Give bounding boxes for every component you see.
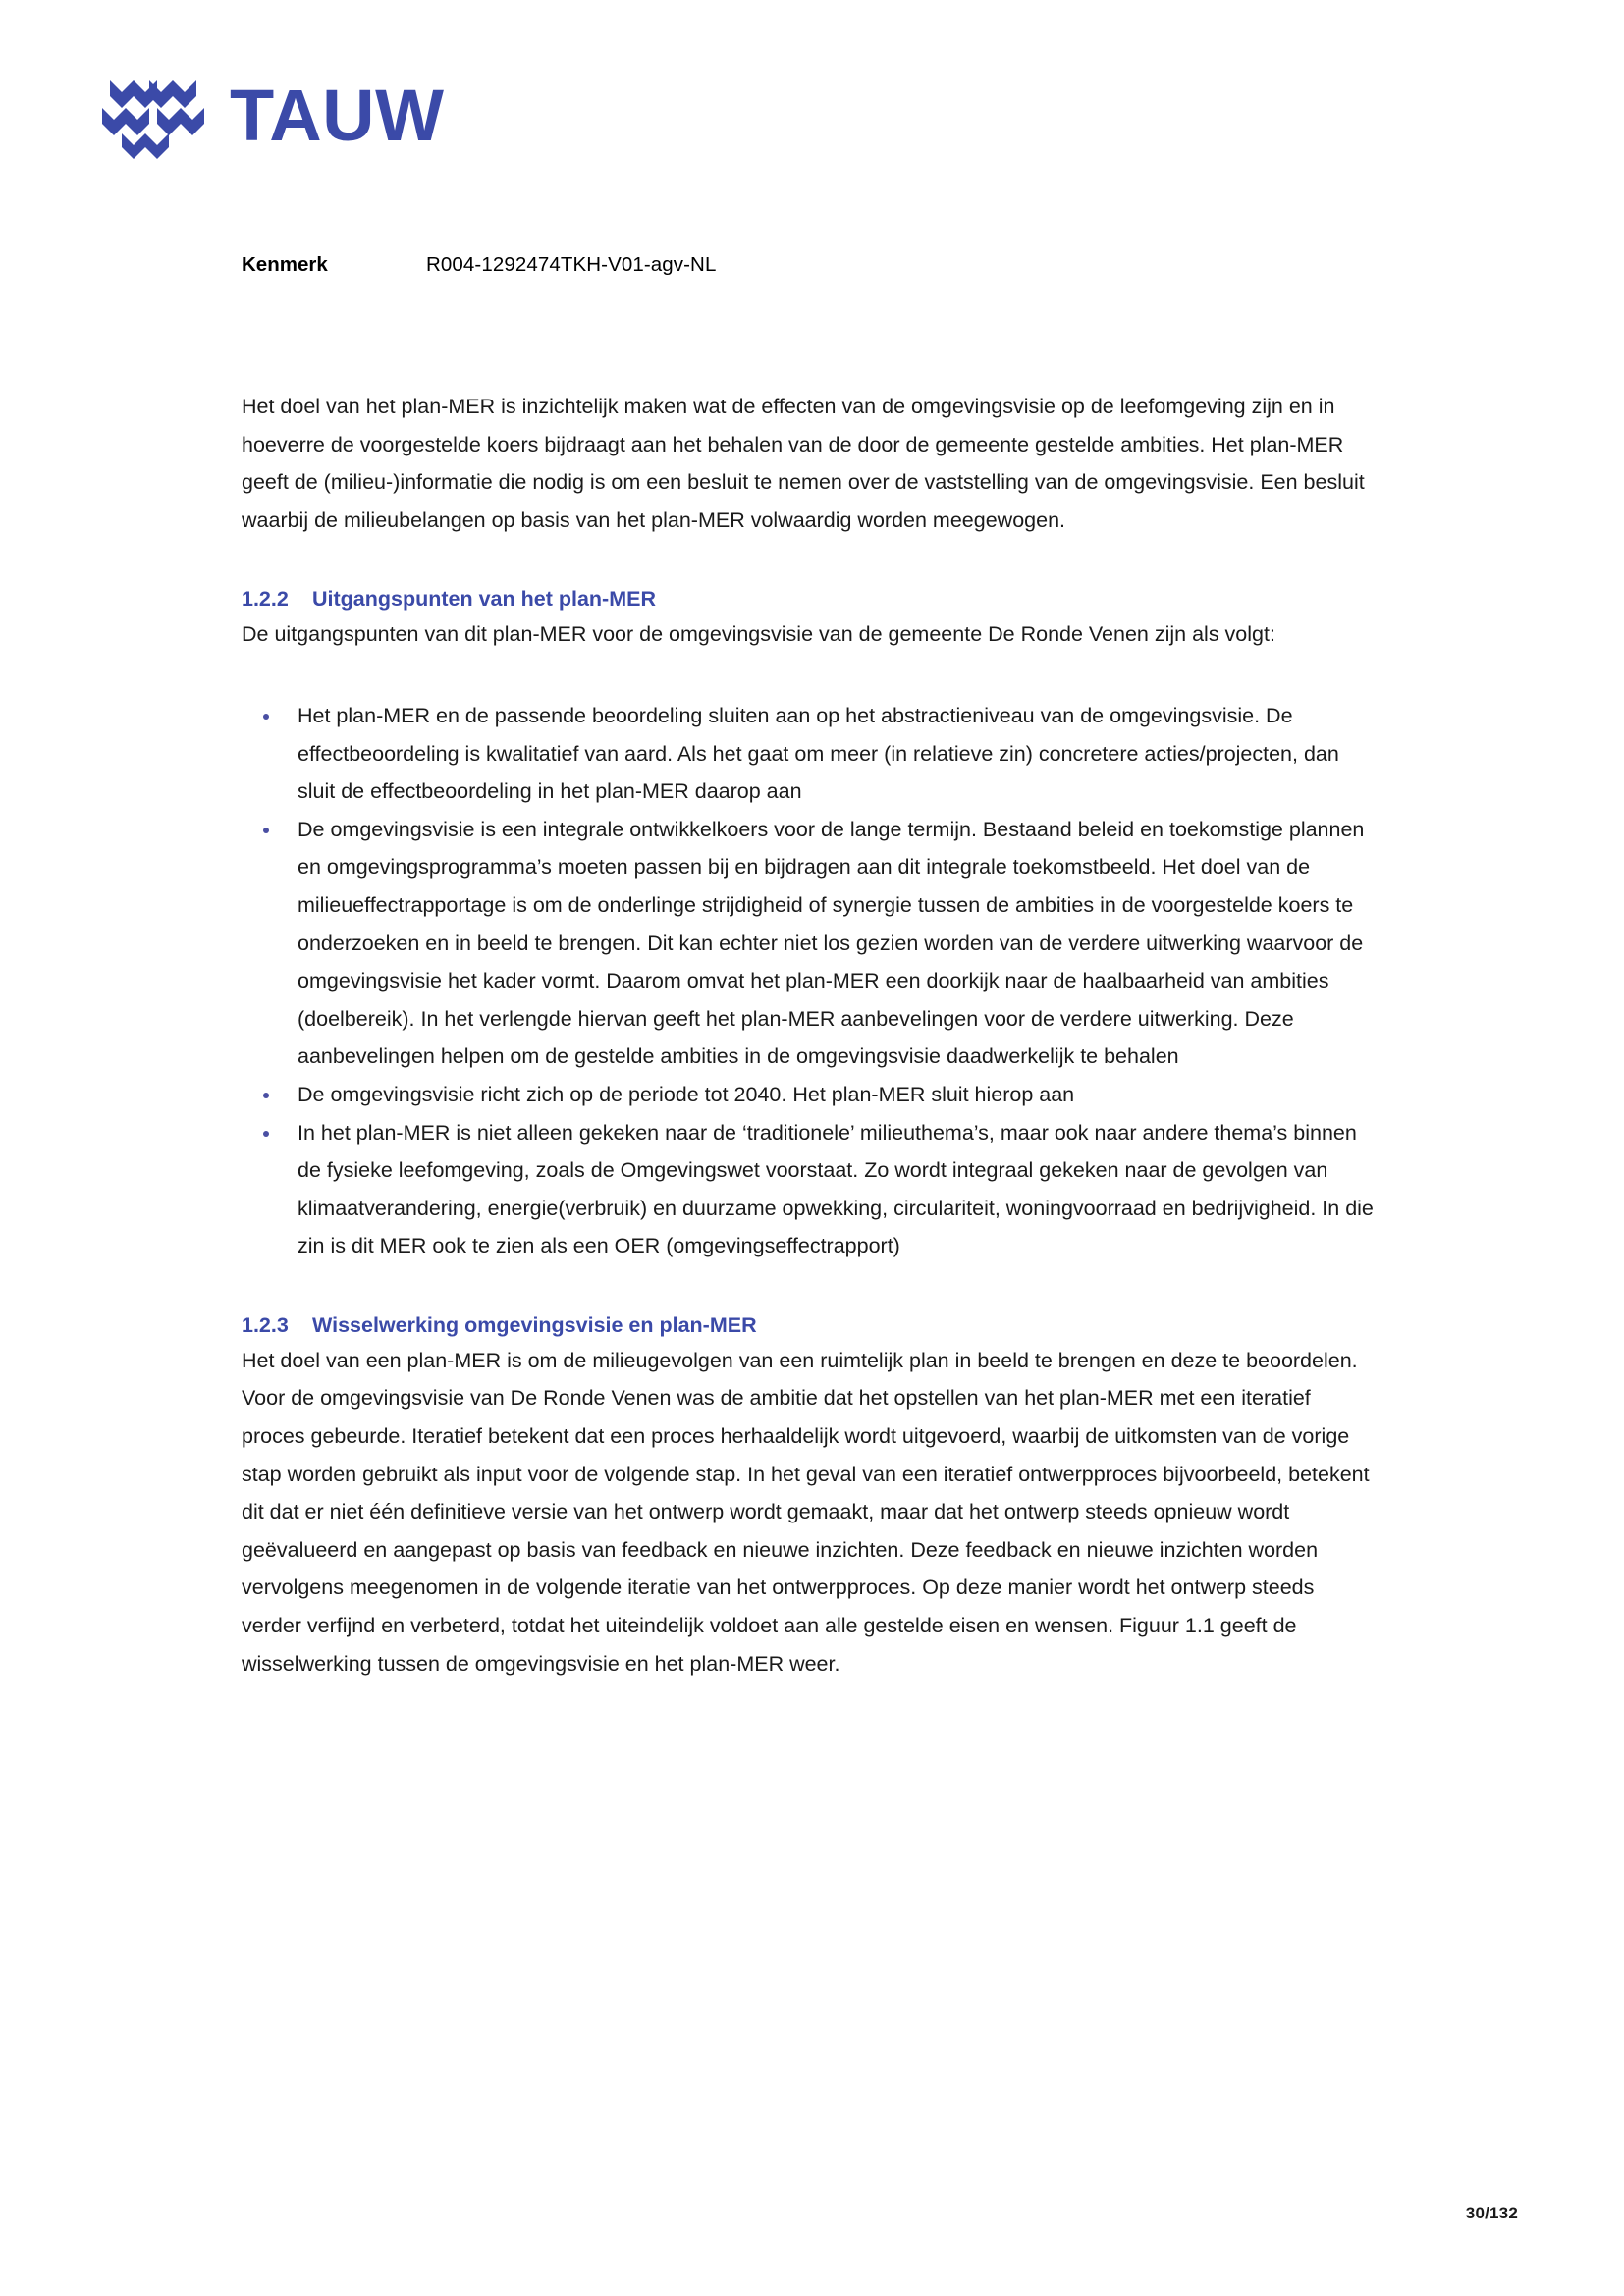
heading-1-2-2-number: 1.2.2 xyxy=(242,587,289,612)
heading-1-2-3-number: 1.2.3 xyxy=(242,1312,289,1337)
section-1-2-3-paragraph: Het doel van een plan-MER is om de milieugevolgen van een ruimtelijk plan in beeld te brengen en deze te beoordelen. Voor de omgevingsvisie van De Ronde Venen was de ambitie dat het opstellen van het plan-MER met een iteratief proces gebeurde. Iteratief betekent dat een proces herhaaldelijk wordt uitgevoerd, waarbij de uitkomsten van de vorige stap worden gebruikt als input voor de volgende stap. In het geval van een iteratief ontwerpproces bijvoorbeeld, betekent dit dat er niet één definitieve versie van het ontwerp wordt gemaakt, maar dat het ontwerp steeds opnieuw wordt geëvalueerd en aangepast op basis van feedback en nieuwe inzichten. Deze feedback en nieuwe inzichten worden vervolgens meegenomen in de volgende iteratie van het ontwerpproces. Op deze manier wordt het ontwerp steeds verder verfijnd en verbeterd, totdat het uiteindelijk voldoet aan alle gestelde eisen en wensen. Figuur 1.1 geeft de wisselwerking tussen de omgevingsvisie en het plan-MER weer. xyxy=(242,1348,1370,1676)
brand-wordmark: TAUW xyxy=(230,75,445,156)
tauw-chevron-logo-icon xyxy=(102,69,204,163)
page-number: 30/132 xyxy=(1465,2204,1518,2222)
list-item: De omgevingsvisie richt zich op de periode tot 2040. Het plan-MER sluit hierop aan xyxy=(242,1076,1379,1114)
document-body xyxy=(242,388,1379,1682)
list-item: In het plan-MER is niet alleen gekeken naar de ‘traditionele’ milieuthema’s, maar ook naar andere thema’s binnen de fysieke leefomgeving, zoals de Omgevingswet voorstaat. Zo wordt integraal gekeken naar de gevolgen van klimaatverandering, energie(verbruik) en duurzame opwekking, circulariteit, woningvoorraad en bedrijvigheid. In die zin is dit MER ook te zien als een OER (omgevingseffectrapport) xyxy=(242,1114,1379,1265)
heading-1-2-3-title: Wisselwerking omgevingsvisie en plan-MER xyxy=(312,1312,757,1337)
spacer xyxy=(242,1265,1379,1308)
list-item: De omgevingsvisie is een integrale ontwikkelkoers voor de lange termijn. Bestaand beleid en toekomstige plannen en omgevingsprogramma’s moeten passen bij en bijdragen aan dit integrale toekomstbeeld. Het doel van de milieueffectrapportage is om de onderlinge strijdigheid of synergie tussen de ambities in de voorgestelde koers te onderzoeken en in beeld te brengen. Dit kan echter niet los gezien worden van de verdere uitwerking waarvoor de omgevingsvisie het kader vormt. Daarom omvat het plan-MER een doorkijk naar de haalbaarheid van ambities (doelbereik). In het verlengde hiervan geeft het plan-MER aanbevelingen voor de verdere uitwerking. Deze aanbevelingen helpen om de gestelde ambities in de omgevingsvisie daadwerkelijk te behalen xyxy=(242,811,1379,1076)
heading-1-2-3 xyxy=(242,1308,1379,1342)
kenmerk-label: Kenmerk xyxy=(242,253,328,276)
section-1-2-2-lead: De uitgangspunten van dit plan-MER voor de omgevingsvisie van de gemeente De Ronde Venen zijn als volgt: xyxy=(242,622,1275,647)
heading-1-2-2 xyxy=(242,582,1379,615)
uitgangspunten-list xyxy=(242,697,1379,1265)
heading-1-2-2-title: Uitgangspunten van het plan-MER xyxy=(312,587,656,612)
spacer xyxy=(242,539,1379,582)
kenmerk-header xyxy=(242,253,716,277)
intro-paragraph: Het doel van het plan-MER is inzichtelijk maken wat de effecten van de omgevingsvisie op de leefomgeving zijn en in hoeverre de voorgestelde koers bijdraagt aan het behalen van de door de gemeente gestelde ambities. Het plan-MER geeft de (milieu-)informatie die nodig is om een besluit te nemen over de vaststelling van de omgevingsvisie. Een besluit waarbij de milieubelangen op basis van het plan-MER volwaardig worden meegewogen. xyxy=(242,395,1365,532)
kenmerk-value: R004-1292474TKH-V01-agv-NL xyxy=(426,253,717,276)
brand-logo xyxy=(102,69,444,163)
spacer xyxy=(242,654,1379,697)
list-item: Het plan-MER en de passende beoordeling sluiten aan op het abstractieniveau van de omgevingsvisie. De effectbeoordeling is kwalitatief van aard. Als het gaat om meer (in relatieve zin) concretere acties/projecten, dan sluit de effectbeoordeling in het plan-MER daarop aan xyxy=(242,697,1379,811)
